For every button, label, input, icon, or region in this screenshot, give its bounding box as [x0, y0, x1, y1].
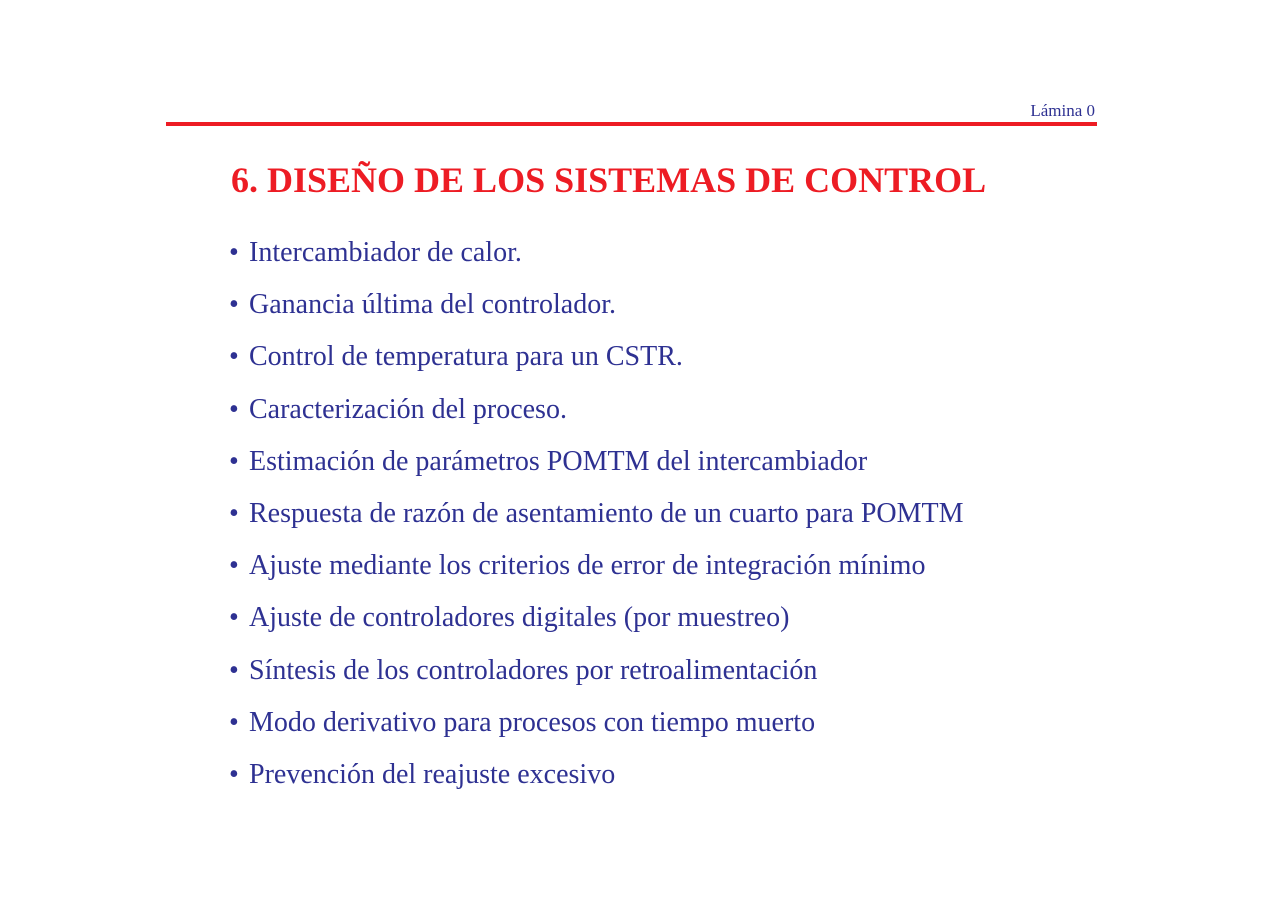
list-item-text: Respuesta de razón de asentamiento de un cuarto para POMTM [249, 497, 964, 529]
slide-label: Lámina 0 [1030, 101, 1095, 120]
list-item [229, 550, 964, 602]
list-item [229, 237, 964, 289]
list-item-text: Estimación de parámetros POMTM del intercambiador [249, 445, 868, 477]
bullet-icon: • [229, 550, 239, 582]
list-item [229, 655, 964, 707]
bullet-list [229, 237, 964, 811]
list-item [229, 394, 964, 446]
list-item-text: Modo derivativo para procesos con tiempo muerto [249, 706, 816, 738]
list-item-text: Prevención del reajuste excesivo [249, 758, 616, 790]
list-item [229, 602, 964, 654]
list-item-text: Ajuste mediante los criterios de error de integración mínimo [249, 550, 926, 582]
bullet-icon: • [229, 758, 239, 790]
list-item [229, 707, 964, 759]
list-item [229, 498, 964, 550]
list-item-text: Control de temperatura para un CSTR. [249, 341, 683, 373]
list-item [229, 341, 964, 393]
list-item-text: Caracterización del proceso. [249, 393, 567, 425]
header-rule [166, 122, 1097, 126]
bullet-icon: • [229, 237, 239, 268]
page-title: 6. DISEÑO DE LOS SISTEMAS DE CONTROL [231, 160, 987, 200]
list-item-text: Ajuste de controladores digitales (por muestreo) [249, 602, 790, 634]
list-item-text: Ganancia última del controlador. [249, 289, 616, 321]
bullet-icon: • [229, 289, 239, 321]
bullet-icon: • [229, 393, 239, 425]
bullet-icon: • [229, 341, 239, 373]
bullet-icon: • [229, 706, 239, 738]
bullet-icon: • [229, 497, 239, 529]
list-item [229, 289, 964, 341]
list-item [229, 759, 964, 811]
list-item [229, 446, 964, 498]
list-item-text: Intercambiador de calor. [249, 237, 522, 268]
bullet-icon: • [229, 602, 239, 634]
list-item-text: Síntesis de los controladores por retroalimentación [249, 654, 818, 686]
bullet-icon: • [229, 654, 239, 686]
bullet-icon: • [229, 445, 239, 477]
